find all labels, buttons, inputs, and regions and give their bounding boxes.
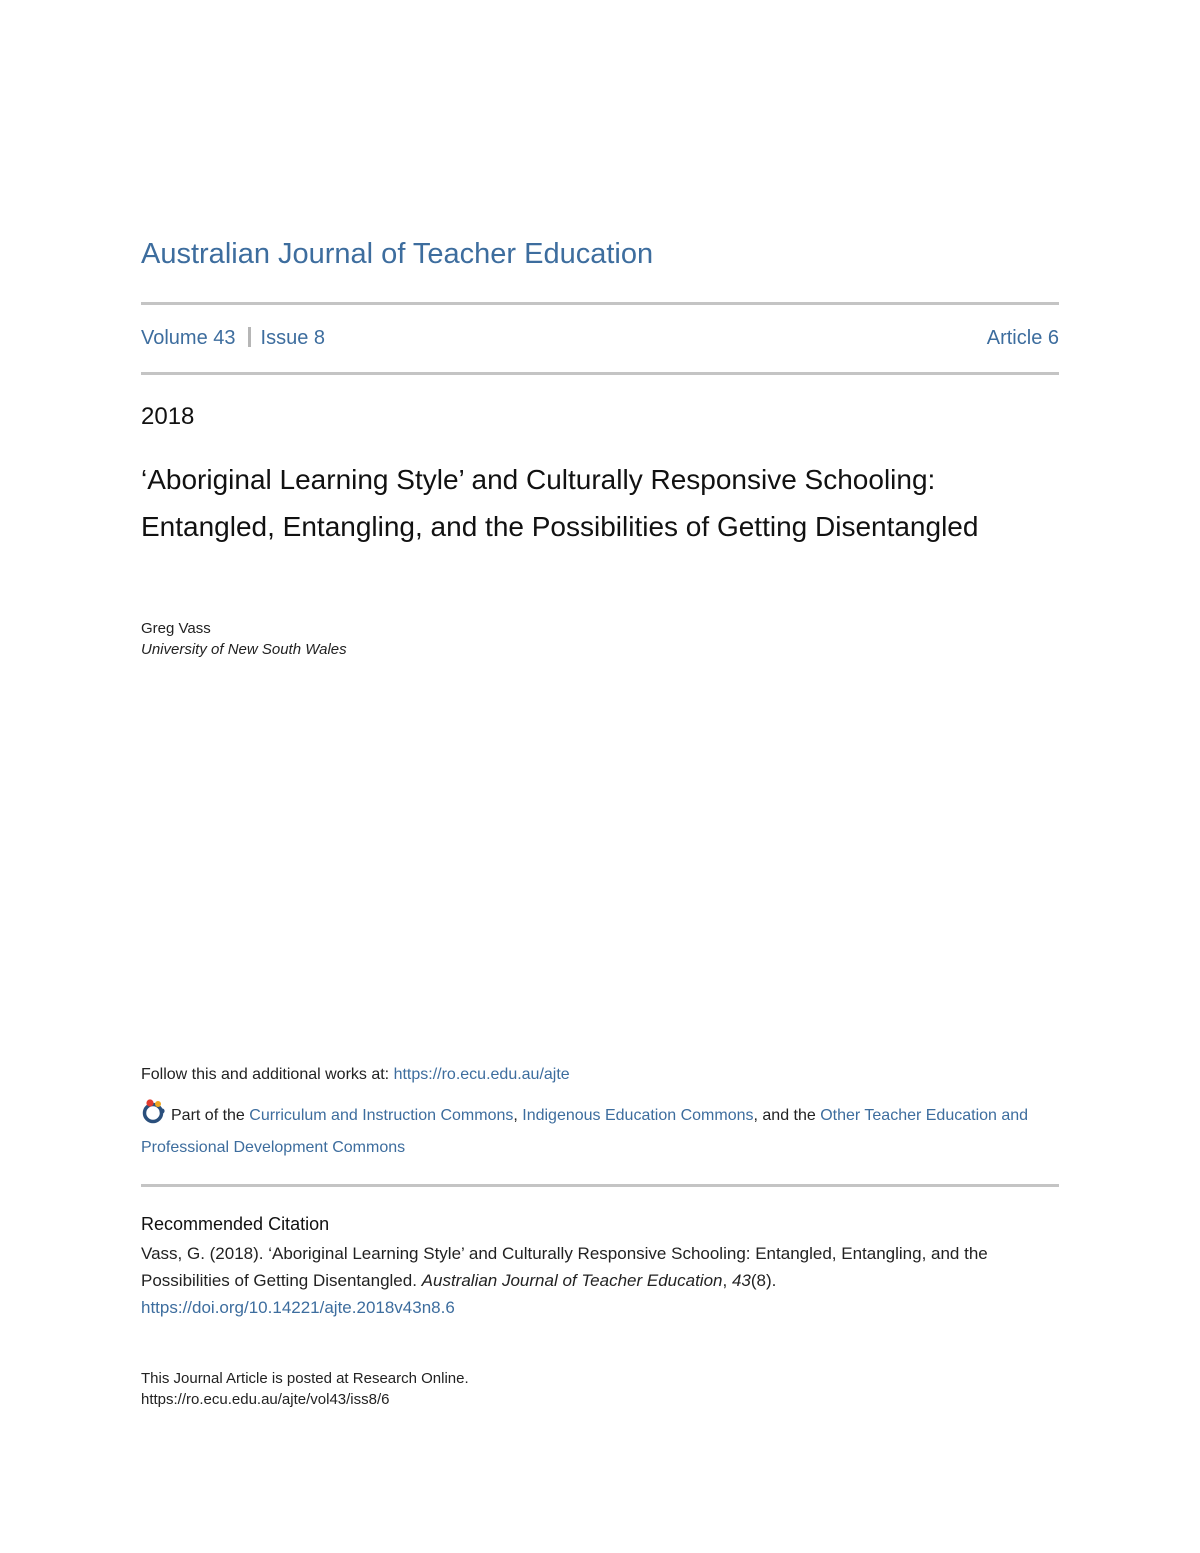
part-of-commons [141,1098,1041,1164]
cover-page [141,0,1059,1553]
author-affiliation: University of New South Wales [141,641,347,658]
follow-line [141,1064,570,1086]
network-commons-icon [141,1098,167,1124]
posted-notice: This Journal Article is posted at Research Online. [141,1370,469,1387]
part-of-separator: , [513,1107,523,1124]
article-title: ‘Aboriginal Learning Style’ and Culturally Responsive Schooling: Entangled, Entangling, and the Possibilities of Getting Disentangled [141,464,979,542]
citation-issue: (8). [750,1271,777,1290]
journal-url-link[interactable]: https://ro.ecu.edu.au/ajte [393,1066,570,1083]
article-link[interactable]: Article 6 [986,327,1059,349]
citation-journal: Australian Journal of Teacher Education [421,1271,723,1290]
separator-bar [248,327,251,347]
journal-title[interactable]: Australian Journal of Teacher Education [141,238,654,270]
divider-top [141,302,1059,305]
divider-middle [141,372,1059,375]
divider-bottom [141,1184,1059,1187]
indigenous-commons-link[interactable]: Indigenous Education Commons [522,1107,754,1124]
curriculum-commons-link[interactable]: Curriculum and Instruction Commons [249,1107,514,1124]
citation-heading: Recommended Citation [141,1214,330,1234]
part-of-separator: , and the [753,1107,821,1124]
citation-main: Vass, G. (2018). ‘Aboriginal Learning Style’ and Culturally Responsive Schooling: Entangled, Entangling, and the Possibilities of Getting Disentangled. [141,1244,988,1290]
publication-year: 2018 [141,403,195,430]
citation-separator: , [722,1271,732,1290]
doi-link[interactable]: https://doi.org/10.14221/ajte.2018v43n8.6 [141,1298,455,1317]
issue-info-row [141,327,1059,350]
issue-link[interactable]: Issue 8 [260,327,325,349]
posted-url: https://ro.ecu.edu.au/ajte/vol43/iss8/6 [141,1391,390,1408]
follow-prefix: Follow this and additional works at: [141,1066,394,1083]
part-of-prefix: Part of the [171,1107,250,1124]
author-name: Greg Vass [141,620,211,637]
citation-volume: 43 [731,1271,751,1290]
citation-text [141,1240,1046,1321]
volume-link[interactable]: Volume 43 [141,327,236,349]
teacher-education-commons-link[interactable]: Other Teacher Education and Professional Development Commons [141,1107,1029,1156]
